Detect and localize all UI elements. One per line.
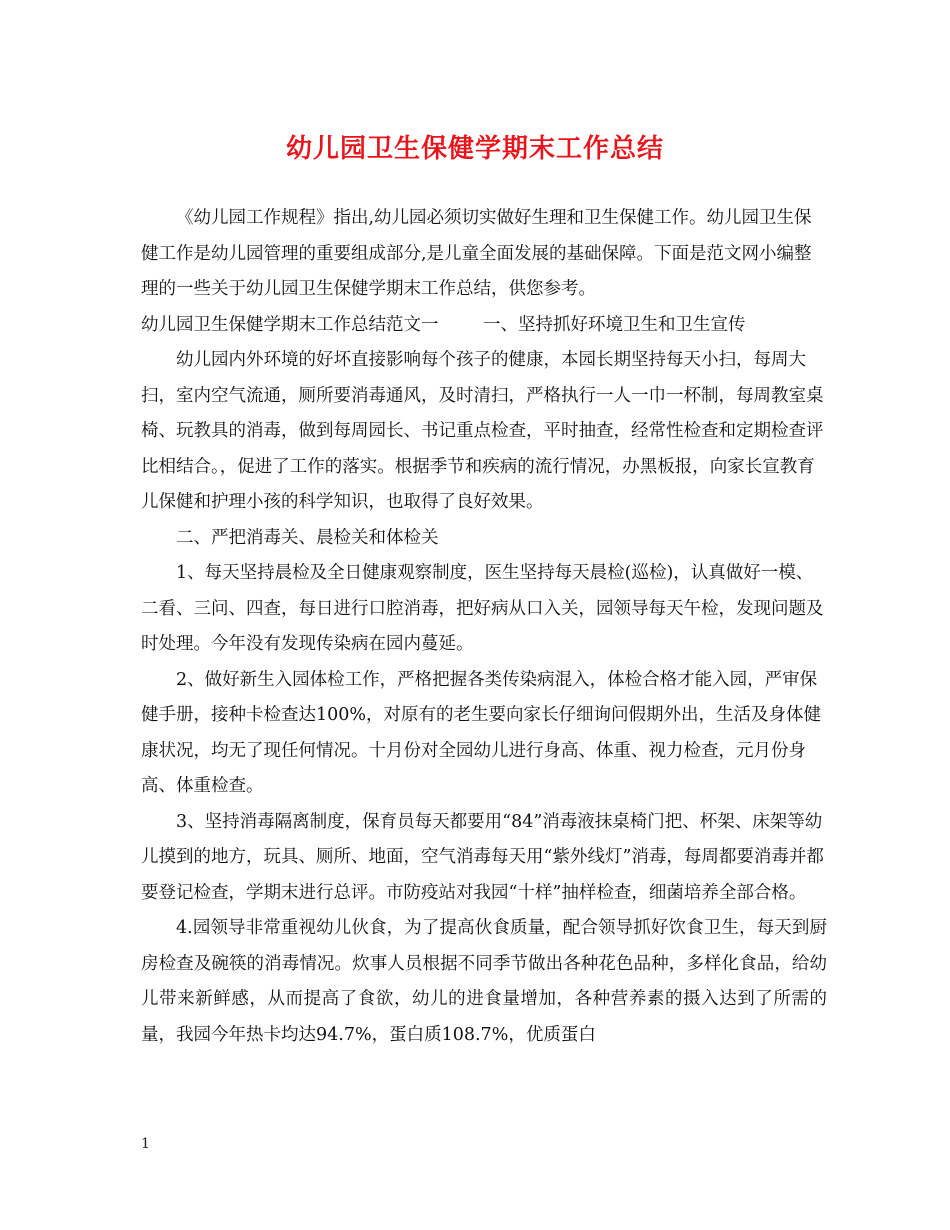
food-paragraph: 4.园领导非常重视幼儿伙食，为了提高伙食质量，配合领导抓好饮食卫生，每天到厨房检查及碗筷的消毒情况。炊事人员根据不同季节做出各种花色品种，多样化食品，给幼儿带来新鲜感，从而提高了食欲，幼儿的进食量增加，各种营养素的摄入达到了所需的量，我园今年热卡均达94.7%，蛋白质108.7%，优质蛋白 bbox=[141, 918, 827, 1045]
environment-paragraph: 幼儿园内外环境的好坏直接影响每个孩子的健康，本园长期坚持每天小扫，每周大扫，室内空气流通，厕所要消毒通风，及时清扫，严格执行一人一巾一杯制，每周教室桌椅、玩教具的消毒，做到每周园长、书记重点检查，平时抽查，经常性检查和定期检查评比相结合。，促进了工作的落实。根据季节和疾病的流行情况，办黑板报，向家长宣教育儿保健和护理小孩的科学知识，也取得了良好效果。 bbox=[141, 350, 824, 512]
new-student-paragraph: 2、做好新生入园体检工作，严格把握各类传染病混入，体检合格才能入园，严审保健手册，接种卡检查达100%，对原有的老生要向家长仔细询问假期外出，生活及身体健康状况，均无了现任何情况。十月份对全园幼儿进行身高、体重、视力检查，元月份身高、体重检查。 bbox=[141, 669, 822, 796]
document-title: 幼儿园卫生保健学期末工作总结 bbox=[285, 134, 664, 164]
document-body bbox=[141, 201, 827, 1053]
morning-check-paragraph: 1、每天坚持晨检及全日健康观察制度，医生坚持每天晨检(巡检)，认真做好一模、二看、三问、四查，每日进行口腔消毒，把好病从口入关，园领导每天午检，发现问题及时处理。今年没有发现传染病在园内蔓延。 bbox=[141, 563, 824, 654]
section-heading-line: 幼儿园卫生保健学期末工作总结范文一 一、坚持抓好环境卫生和卫生宣传 bbox=[141, 314, 746, 335]
intro-paragraph: 《幼儿园工作规程》指出,幼儿园必须切实做好生理和卫生保健工作。幼儿园卫生保健工作是幼儿园管理的重要组成部分,是儿童全面发展的基础保障。下面是范文网小编整理的一些关于幼儿园卫生保健学期末工作总结，供您参考。 bbox=[141, 208, 812, 299]
page-number: 1 bbox=[141, 1136, 150, 1152]
disinfection-paragraph: 3、坚持消毒隔离制度，保育员每天都要用“84”消毒液抹桌椅门把、杯架、床架等幼儿摸到的地方，玩具、厕所、地面，空气消毒每天用“紫外线灯”消毒，每周都要消毒并都要登记检查，学期末进行总评。市防疫站对我园“十样”抽样检查，细菌培养全部合格。 bbox=[141, 811, 824, 903]
section-two-heading: 二、严把消毒关、晨检关和体检关 bbox=[176, 527, 439, 548]
